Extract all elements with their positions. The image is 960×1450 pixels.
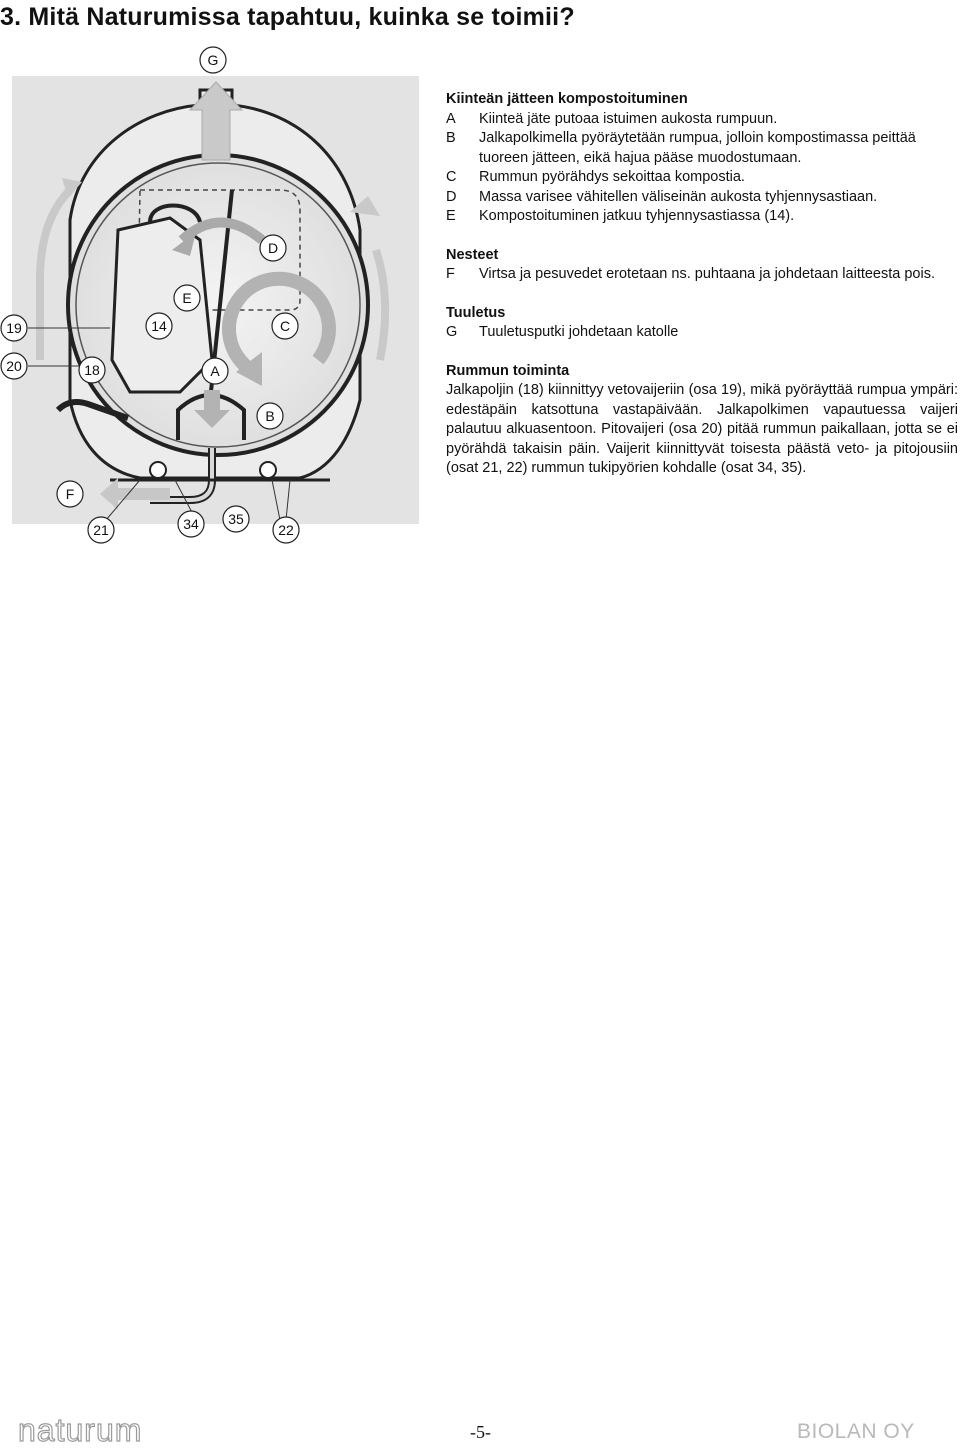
composting-toilet-diagram (0, 40, 440, 550)
list-item (446, 188, 958, 208)
callout-label: E (182, 290, 192, 306)
support-wheel-35 (260, 462, 276, 478)
item-text: Tuuletusputki johdetaan katolle (479, 324, 679, 340)
callout-label: 34 (183, 516, 199, 532)
callout-label: 22 (278, 522, 294, 538)
callout-14 (146, 313, 172, 339)
callout-label: 18 (84, 362, 100, 378)
liquids-section (446, 246, 958, 285)
page-number: -5- (470, 1422, 491, 1442)
list-item (446, 265, 958, 285)
callout-label: A (210, 363, 220, 379)
callout-label: G (207, 52, 219, 68)
item-key: A (446, 110, 456, 127)
drum-heading: Rummun toiminta (446, 362, 570, 379)
company-name: BIOLAN OY (797, 1420, 915, 1443)
callout-label: D (267, 240, 279, 256)
callout-D (260, 235, 286, 261)
item-text: Kompostoituminen jatkuu tyhjennysastiassa (14). (479, 208, 795, 224)
callout-22 (273, 517, 299, 543)
item-key: G (446, 324, 458, 340)
callout-label: 19 (6, 320, 22, 336)
item-text: Massa varisee vähitellen väliseinän aukosta tyhjennysastiaan. (479, 188, 878, 205)
solid-waste-heading: Kiinteän jätteen kompostoituminen (446, 91, 688, 107)
callout-label: 21 (93, 522, 109, 538)
liquids-heading: Nesteet (446, 246, 499, 263)
callout-F (57, 481, 83, 507)
list-item (446, 110, 958, 130)
callout-B (257, 403, 283, 429)
item-key: B (446, 130, 456, 146)
list-item (446, 168, 958, 188)
logo-text: naturum (18, 1416, 143, 1446)
list-item (446, 207, 958, 227)
description-column (446, 90, 958, 479)
callout-C (272, 313, 298, 339)
item-text: Rummun pyörähdys sekoittaa kompostia. (479, 169, 745, 185)
callout-label: B (265, 408, 275, 424)
item-text: Jalkapolkimella pyöräytetään rumpua, jolloin kompostimassa peittää tuoreen jätteen, eikä hajua pääse muodostumaan. (479, 130, 916, 166)
callout-label: 20 (6, 358, 22, 374)
drum-paragraph: Jalkapoljin (18) kiinnittyy vetovaijeriin (osa 19), mikä pyöräyttää rumpua ympäri: edestäpäin katsottuna vastapäivään. Jalkapolkimen vapautuessa vaijeri palautuu alkuasentoon. Pitovaijeri (osa 20) pitää rummun paikallaan, jotta se ei pyörähdä takaisin päin. Vaijerit kiinnittyvät toisesta päästä veto- ja pitojousiin (osat 21, 22) rummun tukipyörien kohdalle (osat 34, 35). (446, 382, 958, 476)
solid-waste-section (446, 90, 958, 227)
ventilation-section (446, 304, 958, 343)
callout-label: 14 (151, 318, 167, 334)
support-wheel-34 (150, 462, 166, 478)
naturum-logo (18, 1416, 188, 1446)
callout-19 (1, 315, 27, 341)
callout-20 (1, 353, 27, 379)
callout-34 (178, 511, 204, 537)
callout-label: 35 (228, 511, 244, 527)
callout-G (200, 47, 226, 73)
callout-21 (88, 517, 114, 543)
callout-label: F (65, 486, 75, 502)
page-title: 3. Mitä Naturumissa tapahtuu, kuinka se toimii? (0, 3, 575, 31)
list-item (446, 129, 958, 168)
item-key: D (446, 188, 457, 205)
callout-A (202, 358, 228, 384)
callout-18 (79, 357, 105, 383)
drum-section (446, 362, 958, 479)
item-key: F (446, 266, 455, 282)
list-item (446, 323, 958, 343)
callout-35 (223, 506, 249, 532)
item-key: E (446, 208, 456, 224)
ventilation-heading: Tuuletus (446, 304, 506, 321)
item-key: C (446, 169, 457, 185)
item-text: Virtsa ja pesuvedet erotetaan ns. puhtaana ja johdetaan laitteesta pois. (479, 266, 935, 282)
item-text: Kiinteä jäte putoaa istuimen aukosta rumpuun. (479, 110, 778, 127)
callout-label: C (279, 318, 291, 334)
callout-E (174, 285, 200, 311)
page-footer (0, 1410, 960, 1450)
